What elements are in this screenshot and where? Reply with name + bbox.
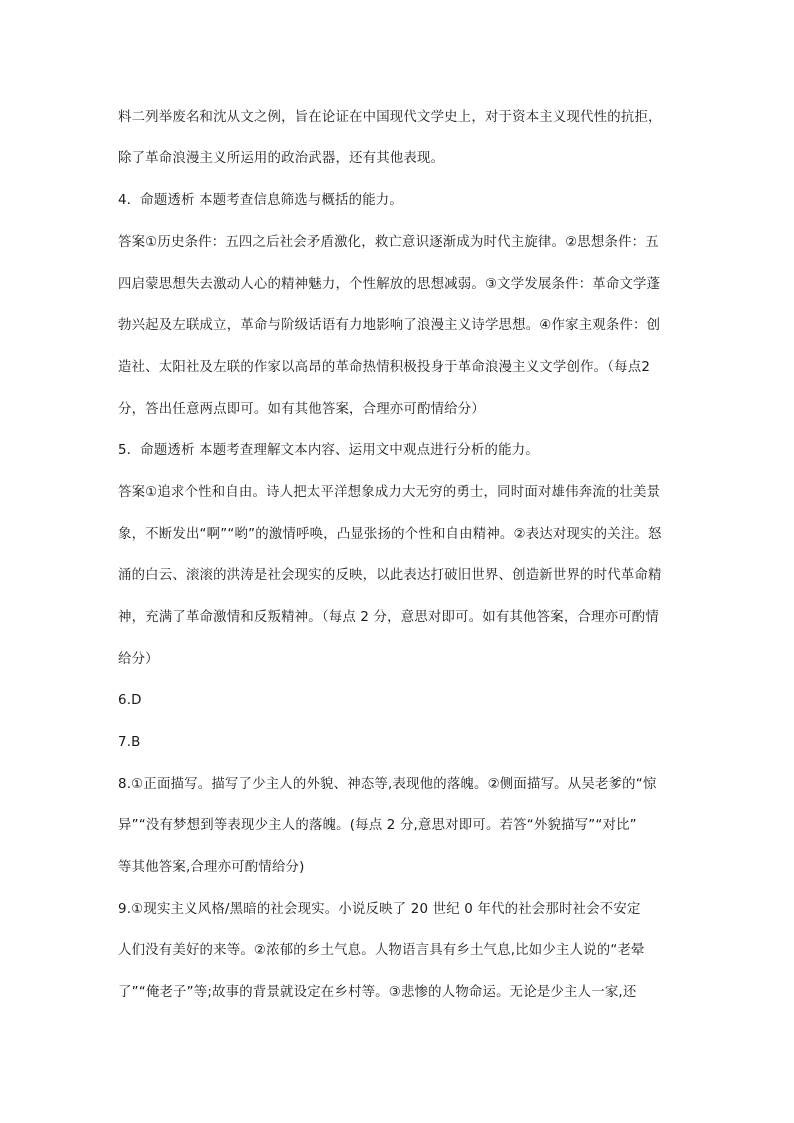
text-line: 四启蒙思想失去激动人心的精神魅力，个性解放的思想减弱。③文学发展条件：革命文学蓬 bbox=[118, 277, 661, 292]
text-line: 给分） bbox=[118, 652, 159, 667]
text-line: 答案①历史条件：五四之后社会矛盾激化，救亡意识逐渐成为时代主旋律。②思想条件：五 bbox=[118, 235, 659, 250]
text-line: 答案①追求个性和自由。诗人把太平洋想象成力大无穷的勇士，同时面对雄伟奔流的壮美景 bbox=[118, 485, 661, 500]
text-line: 勃兴起及左联成立，革命与阶级话语有力地影响了浪漫主义诗学思想。④作家主观条件：创 bbox=[118, 318, 661, 333]
text-line: 料二列举废名和沈从文之例，旨在论证在中国现代文学史上，对于资本主义现代性的抗拒， bbox=[118, 110, 662, 125]
question-heading: 4．命题透析 本题考查信息筛选与概括的能力。 bbox=[118, 193, 403, 208]
answer-item: 7.B bbox=[118, 735, 141, 750]
text-line: 涌的白云、滚滚的洪涛是社会现实的反映，以此表达打破旧世界、创造新世界的时代革命精 bbox=[118, 568, 662, 583]
text-line: 分，答出任意两点即可。如有其他答案，合理亦可酌情给分） bbox=[118, 402, 485, 417]
text-line: 除了革命浪漫主义所运用的政治武器，还有其他表现。 bbox=[118, 151, 445, 166]
text-line: 造社、太阳社及左联的作家以高昂的革命热情积极投身于革命浪漫主义文学创作。（每点2 bbox=[118, 360, 651, 375]
text-line: 8.①正面描写。描写了少主人的外貌、神态等,表现他的落魄。②侧面描写。从吴老爹的“惊 bbox=[118, 777, 657, 792]
text-line: 等其他答案,合理亦可酌情给分) bbox=[118, 860, 305, 875]
text-line: 人们没有美好的来等。②浓郁的乡土气息。人物语言具有乡土气息,比如少主人说的“老晕 bbox=[118, 943, 645, 958]
text-line: 了”“俺老子”等;故事的背景就设定在乡村等。③悲惨的人物命运。无论是少主人一家,还 bbox=[118, 985, 637, 1000]
text-line: 象，不断发出“啊”“哟”的激情呼唤，凸显张扬的个性和自由精神。②表达对现实的关注。怒 bbox=[118, 527, 662, 542]
answer-item: 6.D bbox=[118, 693, 142, 708]
text-line: 异”“没有梦想到等表现少主人的落魄。(每点 2 分,意思对即可。若答“外貌描写”“对比” bbox=[118, 818, 637, 833]
text-line: 9.①现实主义风格/黑暗的社会现实。小说反映了 20 世纪 0 年代的社会那时社会不安定 bbox=[118, 902, 641, 917]
text-line: 神，充满了革命激情和反叛精神。（每点 2 分，意思对即可。如有其他答案，合理亦可酌情 bbox=[118, 610, 659, 625]
question-heading: 5．命题透析 本题考查理解文本内容、运用文中观点进行分析的能力。 bbox=[118, 443, 539, 458]
